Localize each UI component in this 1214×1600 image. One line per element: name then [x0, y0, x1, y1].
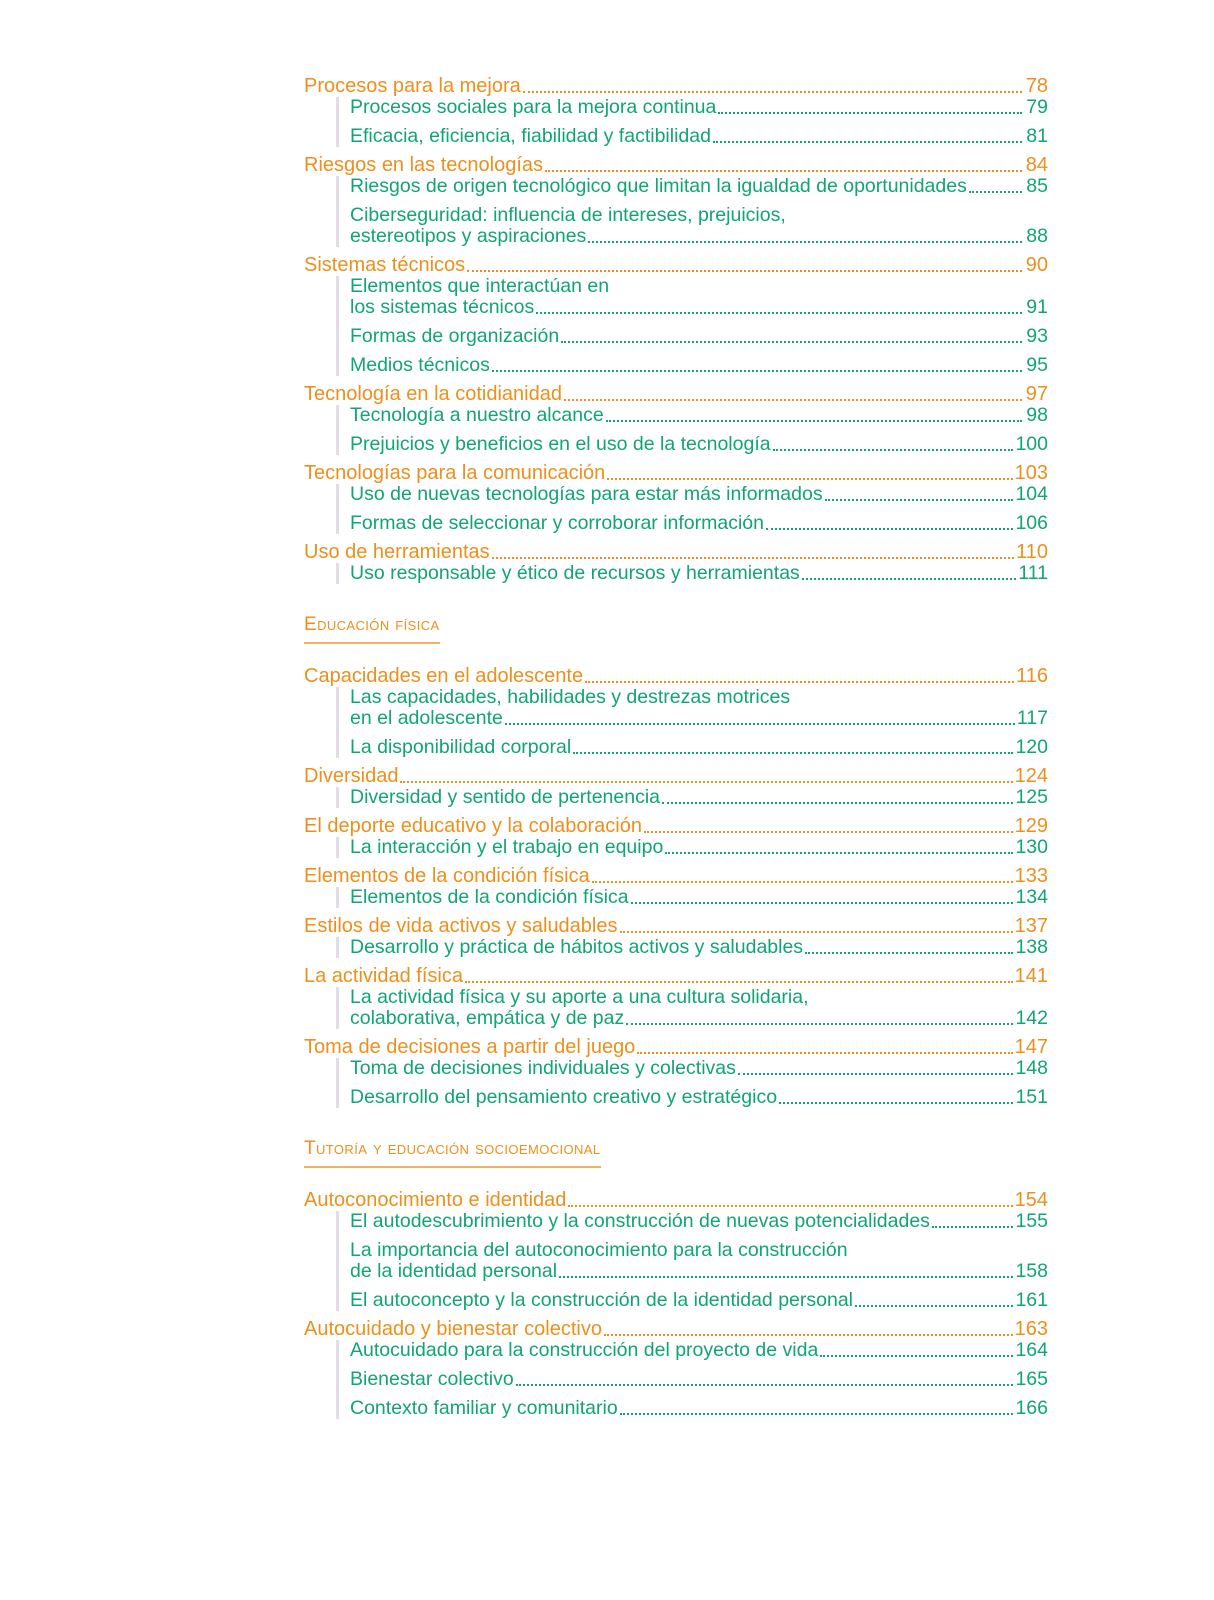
chapter-entry — [304, 542, 1048, 584]
subtopic-entry[interactable] — [350, 837, 1048, 858]
page-number: 90 — [1025, 254, 1048, 276]
page-number: 100 — [1015, 433, 1048, 455]
dot-leader — [644, 831, 1013, 833]
subtopic-line — [350, 1087, 1048, 1108]
chapter-entry — [304, 155, 1048, 247]
dot-leader — [465, 981, 1013, 983]
subtopic-title: Autocuidado para la construcción del proyecto de vida — [350, 1339, 819, 1361]
subtopic-list — [336, 405, 1048, 455]
toc-section — [304, 1116, 1048, 1419]
subtopic-list — [336, 1340, 1048, 1419]
chapter-title: Estilos de vida activos y saludables — [304, 915, 618, 937]
subtopic-line — [350, 1008, 1048, 1029]
chapter-entry — [304, 384, 1048, 455]
subtopic-line — [350, 226, 1048, 247]
subtopic-line — [350, 126, 1048, 147]
subtopic-title: El autoconcepto y la construcción de la identidad personal — [350, 1289, 853, 1311]
chapter-entry — [304, 666, 1048, 758]
subtopic-title: Contexto familiar y comunitario — [350, 1397, 618, 1419]
dot-leader — [802, 578, 1017, 580]
subtopic-line — [350, 737, 1048, 758]
dot-leader — [561, 341, 1022, 343]
chapter-entry — [304, 966, 1048, 1029]
dot-leader — [969, 191, 1022, 193]
page-number: 164 — [1015, 1339, 1048, 1361]
dot-leader — [604, 1334, 1013, 1336]
dot-leader — [592, 881, 1013, 883]
page-number: 81 — [1026, 125, 1048, 147]
page-number: 88 — [1026, 225, 1048, 247]
subtopic-entry[interactable] — [350, 484, 1048, 505]
chapter-entry — [304, 1319, 1048, 1419]
page-number: 84 — [1025, 154, 1048, 176]
dot-leader — [516, 1384, 1014, 1386]
dot-leader — [766, 528, 1013, 530]
page-number: 158 — [1015, 1260, 1048, 1282]
chapter-line[interactable] — [304, 155, 1048, 176]
subtopic-title-line: La importancia del autoconocimiento para la construcción — [350, 1239, 848, 1261]
dot-leader — [523, 91, 1022, 93]
dot-leader — [620, 931, 1013, 933]
chapter-title: Tecnología en la cotidianidad — [304, 383, 562, 405]
page-number: 129 — [1014, 815, 1048, 837]
subtopic-line — [350, 1211, 1048, 1232]
subtopic-title: La interacción y el trabajo en equipo — [350, 836, 664, 858]
chapter-title: Autocuidado y bienestar colectivo — [304, 1318, 602, 1340]
subtopic-title: Prejuicios y beneficios en el uso de la tecnología — [350, 433, 771, 455]
toc-section — [304, 592, 1048, 1108]
page-number: 163 — [1014, 1318, 1048, 1340]
chapter-line[interactable] — [304, 1190, 1048, 1211]
subtopic-title-line: Las capacidades, habilidades y destrezas motrices — [350, 686, 791, 708]
subtopic-entry[interactable] — [350, 687, 1048, 729]
dot-leader — [662, 802, 1013, 804]
page-number: 111 — [1018, 562, 1048, 584]
page-number: 117 — [1016, 707, 1048, 729]
chapter-entry — [304, 255, 1048, 376]
page-number: 166 — [1015, 1397, 1048, 1419]
subtopic-title: colaborativa, empática y de paz — [350, 1007, 625, 1029]
page-number: 161 — [1015, 1289, 1048, 1311]
dot-leader — [545, 170, 1022, 172]
page-number: 79 — [1026, 96, 1048, 118]
chapter-entry — [304, 463, 1048, 534]
page-number: 98 — [1026, 404, 1048, 426]
subtopic-entry[interactable] — [350, 787, 1048, 808]
subtopic-title: Elementos de la condición física — [350, 886, 629, 908]
dot-leader — [536, 312, 1022, 314]
subtopic-title: Diversidad y sentido de pertenencia — [350, 786, 661, 808]
page-number: 138 — [1015, 936, 1048, 958]
chapter-title: Tecnologías para la comunicación — [304, 462, 606, 484]
dot-leader — [825, 499, 1014, 501]
dot-leader — [588, 241, 1022, 243]
chapter-line[interactable] — [304, 463, 1048, 484]
subtopic-entry[interactable] — [350, 126, 1048, 147]
chapter-line[interactable] — [304, 1319, 1048, 1340]
subtopic-entry[interactable] — [350, 1398, 1048, 1419]
page-number: 104 — [1015, 483, 1048, 505]
section-heading: Tutoría y educación socioemocional — [304, 1138, 601, 1168]
page-number: 120 — [1015, 736, 1048, 758]
subtopic-line — [350, 1261, 1048, 1282]
chapter-line[interactable] — [304, 542, 1048, 563]
page-number: 91 — [1026, 296, 1048, 318]
page-number: 142 — [1015, 1007, 1048, 1029]
page-number: 141 — [1014, 965, 1048, 987]
subtopic-title: Procesos sociales para la mejora continua — [350, 96, 717, 118]
page-number: 125 — [1015, 786, 1048, 808]
subtopic-line — [350, 434, 1048, 455]
subtopic-title: Riesgos de origen tecnológico que limitan la igualdad de oportunidades — [350, 175, 967, 197]
page-number: 151 — [1015, 1086, 1048, 1108]
dot-leader — [492, 370, 1022, 372]
subtopic-list — [336, 687, 1048, 758]
chapter-title: Diversidad — [304, 765, 399, 787]
subtopic-line — [350, 97, 1048, 118]
subtopic-list — [336, 1211, 1048, 1311]
subtopic-list — [336, 563, 1048, 584]
chapter-title: El deporte educativo y la colaboración — [304, 815, 642, 837]
dot-leader — [573, 752, 1013, 754]
page-number: 116 — [1016, 665, 1048, 687]
subtopic-title: El autodescubrimiento y la construcción de nuevas potencialidades — [350, 1210, 930, 1232]
chapter-line[interactable] — [304, 666, 1048, 687]
chapter-line[interactable] — [304, 384, 1048, 405]
subtopic-title: Uso responsable y ético de recursos y herramientas — [350, 562, 800, 584]
chapter-line[interactable] — [304, 966, 1048, 987]
subtopic-entry[interactable] — [350, 1058, 1048, 1079]
subtopic-title: Formas de organización — [350, 325, 560, 347]
subtopic-list — [336, 787, 1048, 808]
subtopic-title: Eficacia, eficiencia, fiabilidad y factibilidad — [350, 125, 711, 147]
page-number: 130 — [1015, 836, 1048, 858]
subtopic-entry[interactable] — [350, 405, 1048, 426]
subtopic-title-line: Elementos que interactúan en — [350, 275, 610, 297]
dot-leader — [713, 141, 1022, 143]
page-number: 103 — [1014, 462, 1048, 484]
subtopic-entry[interactable] — [350, 1290, 1048, 1311]
subtopic-entry[interactable] — [350, 1340, 1048, 1361]
chapter-entry — [304, 1037, 1048, 1108]
subtopic-line — [350, 326, 1048, 347]
subtopic-entry[interactable] — [350, 434, 1048, 455]
dot-leader — [805, 952, 1013, 954]
dot-leader — [637, 1052, 1012, 1054]
subtopic-entry[interactable] — [350, 937, 1048, 958]
chapter-title: Toma de decisiones a partir del juego — [304, 1036, 636, 1058]
subtopic-line — [350, 484, 1048, 505]
subtopic-line — [350, 297, 1048, 318]
subtopic-line — [350, 708, 1048, 729]
subtopic-entry[interactable] — [350, 1211, 1048, 1232]
subtopic-entry[interactable] — [350, 513, 1048, 534]
subtopic-title: Tecnología a nuestro alcance — [350, 404, 604, 426]
subtopic-title: de la identidad personal — [350, 1260, 558, 1282]
subtopic-entry[interactable] — [350, 887, 1048, 908]
dot-leader — [467, 270, 1022, 272]
page-number: 85 — [1026, 175, 1048, 197]
chapter-title: Capacidades en el adolescente — [304, 665, 584, 687]
dot-leader — [665, 852, 1013, 854]
chapter-entry — [304, 866, 1048, 908]
page-number: 165 — [1015, 1368, 1048, 1390]
chapter-line[interactable] — [304, 76, 1048, 97]
subtopic-line — [350, 1058, 1048, 1079]
subtopic-line — [350, 1290, 1048, 1311]
toc-section — [304, 76, 1048, 584]
subtopic-title: Bienestar colectivo — [350, 1368, 514, 1390]
subtopic-title: estereotipos y aspiraciones — [350, 225, 587, 247]
subtopic-line — [350, 787, 1048, 808]
dot-leader — [779, 1102, 1013, 1104]
chapter-entry — [304, 916, 1048, 958]
subtopic-title: los sistemas técnicos — [350, 296, 535, 318]
chapter-entry — [304, 816, 1048, 858]
subtopic-line — [350, 176, 1048, 197]
subtopic-entry[interactable] — [350, 205, 1048, 247]
subtopic-title: Toma de decisiones individuales y colectivas — [350, 1057, 736, 1079]
chapter-line[interactable] — [304, 866, 1048, 887]
subtopic-title: Desarrollo y práctica de hábitos activos y saludables — [350, 936, 804, 958]
subtopic-line — [350, 1398, 1048, 1419]
subtopic-line — [350, 405, 1048, 426]
page-number: 97 — [1025, 383, 1048, 405]
dot-leader — [631, 902, 1014, 904]
dot-leader — [564, 399, 1022, 401]
dot-leader — [626, 1023, 1013, 1025]
chapter-entry — [304, 76, 1048, 147]
dot-leader — [606, 420, 1022, 422]
subtopic-title: Desarrollo del pensamiento creativo y estratégico — [350, 1086, 778, 1108]
subtopic-line — [350, 513, 1048, 534]
section-heading: Educación física — [304, 614, 440, 644]
subtopic-list — [336, 987, 1048, 1029]
page-number: 137 — [1014, 915, 1048, 937]
dot-leader — [932, 1226, 1014, 1228]
chapter-line[interactable] — [304, 816, 1048, 837]
subtopic-line — [350, 355, 1048, 376]
dot-leader — [585, 681, 1014, 683]
dot-leader — [505, 723, 1015, 725]
chapter-line[interactable] — [304, 255, 1048, 276]
page-number: 78 — [1025, 75, 1048, 97]
chapter-title: Uso de herramientas — [304, 541, 490, 563]
subtopic-list — [336, 176, 1048, 247]
subtopic-entry[interactable] — [350, 563, 1048, 584]
chapter-title: La actividad física — [304, 965, 463, 987]
subtopic-line — [350, 1369, 1048, 1390]
dot-leader — [718, 112, 1022, 114]
subtopic-title-line: La actividad física y su aporte a una cultura solidaria, — [350, 986, 809, 1008]
page-number: 133 — [1014, 865, 1048, 887]
page-number: 155 — [1015, 1210, 1048, 1232]
subtopic-title: en el adolescente — [350, 707, 503, 729]
dot-leader — [568, 1205, 1012, 1207]
subtopic-entry[interactable] — [350, 1369, 1048, 1390]
subtopic-entry[interactable] — [350, 737, 1048, 758]
dot-leader — [855, 1305, 1013, 1307]
subtopic-list — [336, 887, 1048, 908]
dot-leader — [400, 781, 1012, 783]
subtopic-entry[interactable] — [350, 987, 1048, 1029]
page-number: 93 — [1026, 325, 1048, 347]
subtopic-entry[interactable] — [350, 1087, 1048, 1108]
chapter-line[interactable] — [304, 766, 1048, 787]
subtopic-entry[interactable] — [350, 97, 1048, 118]
subtopic-line — [350, 1340, 1048, 1361]
chapter-title: Riesgos en las tecnologías — [304, 154, 544, 176]
dot-leader — [820, 1355, 1013, 1357]
chapter-title: Elementos de la condición física — [304, 865, 590, 887]
subtopic-entry[interactable] — [350, 326, 1048, 347]
subtopic-line — [350, 887, 1048, 908]
table-of-contents — [304, 76, 1048, 1427]
subtopic-line — [350, 937, 1048, 958]
page-number: 110 — [1016, 541, 1048, 563]
page-number: 124 — [1014, 765, 1048, 787]
subtopic-title: Medios técnicos — [350, 354, 490, 376]
subtopic-title-line: Ciberseguridad: influencia de intereses, prejuicios, — [350, 204, 786, 226]
dot-leader — [738, 1073, 1014, 1075]
subtopic-line — [350, 563, 1048, 584]
page-number: 106 — [1015, 512, 1048, 534]
page-number: 147 — [1014, 1036, 1048, 1058]
subtopic-title: Uso de nuevas tecnologías para estar más informados — [350, 483, 823, 505]
dot-leader — [620, 1413, 1014, 1415]
subtopic-list — [336, 276, 1048, 376]
dot-leader — [492, 557, 1014, 559]
page-number: 154 — [1014, 1189, 1048, 1211]
subtopic-entry[interactable] — [350, 276, 1048, 318]
dot-leader — [607, 478, 1012, 480]
chapter-title: Procesos para la mejora — [304, 75, 521, 97]
subtopic-list — [336, 937, 1048, 958]
dot-leader — [559, 1276, 1013, 1278]
page-number: 148 — [1015, 1057, 1048, 1079]
chapter-title: Autoconocimiento e identidad — [304, 1189, 567, 1211]
subtopic-list — [336, 484, 1048, 534]
subtopic-entry[interactable] — [350, 355, 1048, 376]
subtopic-list — [336, 837, 1048, 858]
dot-leader — [773, 449, 1014, 451]
subtopic-line — [350, 837, 1048, 858]
chapter-line[interactable] — [304, 916, 1048, 937]
chapter-entry — [304, 1190, 1048, 1311]
subtopic-entry[interactable] — [350, 176, 1048, 197]
page-number: 95 — [1026, 354, 1048, 376]
chapter-title: Sistemas técnicos — [304, 254, 466, 276]
subtopic-list — [336, 1058, 1048, 1108]
page-number: 134 — [1015, 886, 1048, 908]
chapter-entry — [304, 766, 1048, 808]
subtopic-title: La disponibilidad corporal — [350, 736, 572, 758]
subtopic-title: Formas de seleccionar y corroborar información — [350, 512, 764, 534]
subtopic-entry[interactable] — [350, 1240, 1048, 1282]
chapter-line[interactable] — [304, 1037, 1048, 1058]
subtopic-list — [336, 97, 1048, 147]
